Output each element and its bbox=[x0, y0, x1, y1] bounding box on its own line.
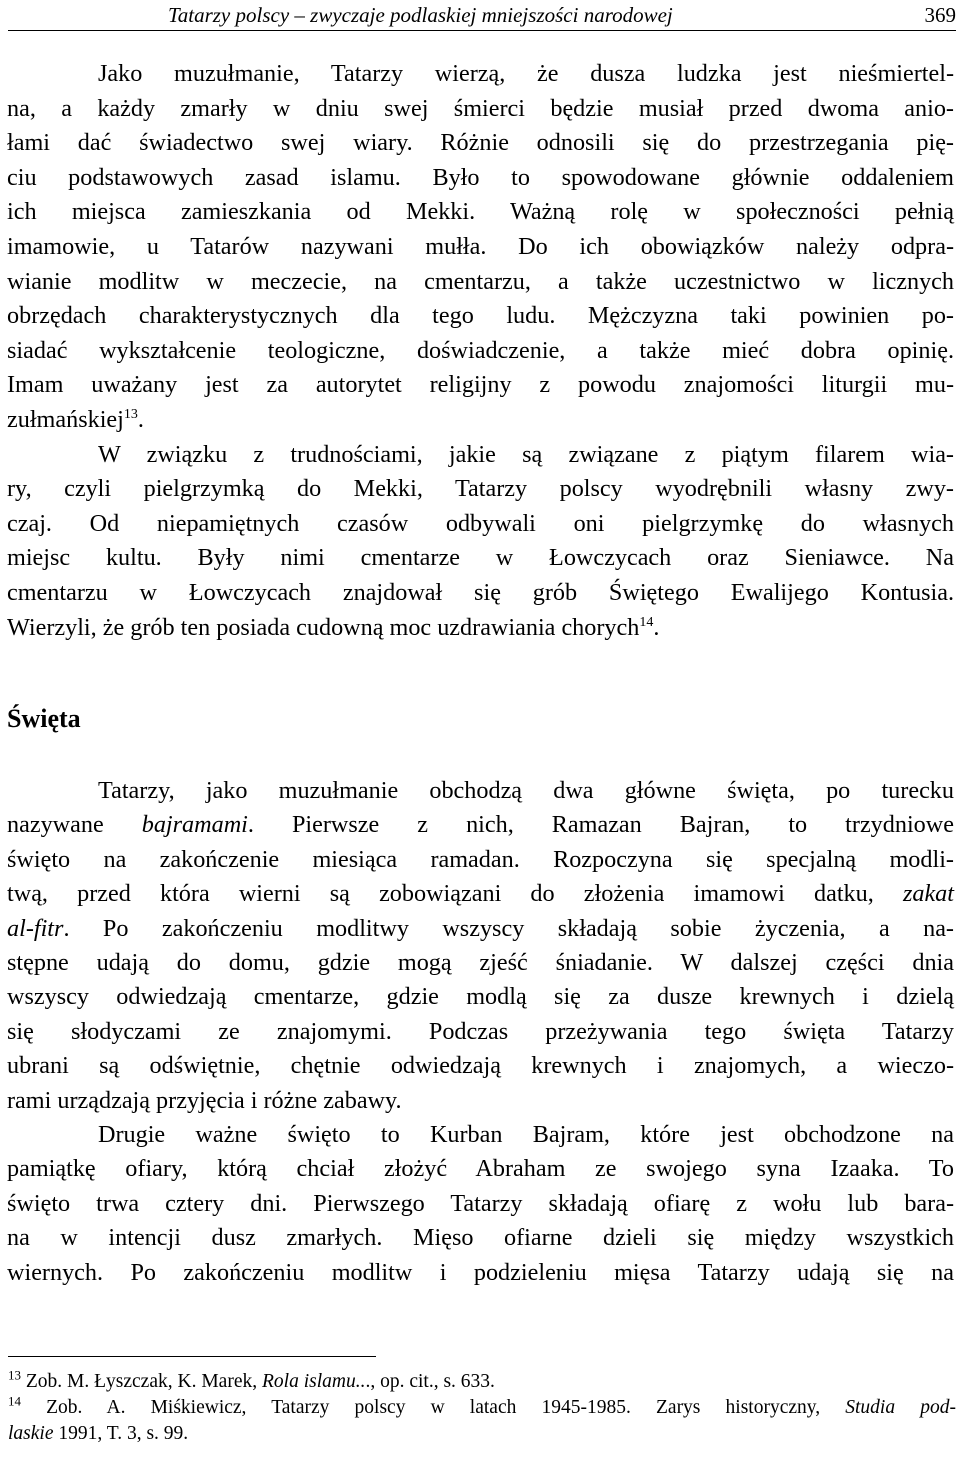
body-text bbox=[7, 57, 954, 645]
line-text: Wierzyli, że grób ten posiada cudowną moc uzdrawiania chorych bbox=[7, 613, 640, 641]
paragraph-line: wianie modlitw w meczecie, na cmentarzu, a także uczestnictwo w licznych bbox=[7, 267, 954, 295]
paragraph-line: święto na zakończenie miesiąca ramadan. Rozpoczyna się specjalną modli- bbox=[7, 845, 954, 873]
footnote-number: 13 bbox=[8, 1367, 21, 1383]
paragraph-line: na, a każdy zmarły w dniu swej śmierci będzie musiał przed dwoma anio- bbox=[7, 94, 954, 122]
italic-term: zakat bbox=[902, 880, 954, 908]
paragraph-line bbox=[7, 403, 954, 438]
paragraph-line bbox=[7, 912, 954, 946]
section-body-text bbox=[7, 774, 954, 1290]
paragraph-line: rami urządzają przyjęcia i różne zabawy. bbox=[7, 1086, 402, 1114]
paragraph-line bbox=[7, 611, 954, 646]
footnote-separator bbox=[8, 1356, 376, 1357]
running-title: Tatarzy polscy – zwyczaje podlaskiej mniejszości narodowej bbox=[168, 3, 673, 27]
running-header bbox=[8, 2, 956, 31]
footnote-text: Zob. M. Łyszczak, K. Marek, bbox=[21, 1371, 262, 1392]
footnote-title: laskie bbox=[8, 1423, 54, 1444]
line-text: . Pierwsze z nich, Ramazan Bajran, to trzydniowe bbox=[247, 811, 954, 839]
italic-term: bajramami bbox=[141, 811, 248, 839]
footnote-ref-14[interactable]: 14 bbox=[639, 614, 654, 630]
footnote-ref-13[interactable]: 13 bbox=[123, 406, 138, 422]
paragraph-line: siadać wykształcenie teologiczne, doświadczenie, a także mieć dobra opinię. bbox=[7, 336, 954, 364]
line-text: zułmańskiej bbox=[7, 405, 124, 433]
paragraph-line: wszyscy odwiedzają cmentarze, gdzie modlą się za dusze krewnych i dzielą bbox=[7, 983, 954, 1011]
footnote-text: ., op. cit., s. 633. bbox=[365, 1371, 495, 1392]
page-number: 369 bbox=[924, 3, 956, 27]
paragraph-line: Drugie ważne święto to Kurban Bajram, które jest obchodzone na bbox=[98, 1121, 954, 1149]
paragraph-line: imamowie, u Tatarów nazywani mułła. Do ich obowiązków należy odpra- bbox=[7, 232, 954, 260]
paragraph-line: ubrani są odświętnie, chętnie odwiedzają krewnych i znajomych, a wieczo- bbox=[7, 1052, 954, 1080]
footnote-text: 1991, T. 3, s. 99. bbox=[53, 1423, 189, 1444]
footnote-number: 14 bbox=[8, 1393, 21, 1409]
paragraph-line: obrzędach charakterystycznych dla tego ludu. Mężczyzna taki powinien po- bbox=[7, 302, 954, 330]
footnote-title: Rola islamu.. bbox=[261, 1371, 366, 1392]
line-text: twą, przed która wierni są zobowiązani do złożenia imamowi datku, bbox=[7, 880, 903, 908]
paragraph-line: W związku z trudnościami, jakie są związane z piątym filarem wia- bbox=[98, 440, 954, 468]
line-end: . bbox=[137, 405, 144, 433]
footnote-title: Studia pod- bbox=[845, 1397, 956, 1418]
paragraph-line: ich miejsca zamieszkania od Mekki. Ważną rolę w społeczności pełnią bbox=[7, 198, 954, 226]
line-text: . Po zakończeniu modlitwy wszyscy składają sobie życzenia, a na- bbox=[63, 914, 954, 942]
paragraph-line: Jako muzułmanie, Tatarzy wierzą, że dusza ludzka jest nieśmiertel- bbox=[98, 60, 954, 87]
paragraph-line: Tatarzy, jako muzułmanie obchodzą dwa główne święta, po turecku bbox=[98, 777, 954, 804]
footnotes bbox=[8, 1369, 956, 1447]
paragraph-line: stępne udają do domu, gdzie mogą zjeść śniadanie. W dalszej części dnia bbox=[7, 949, 954, 977]
paragraph-line bbox=[7, 808, 954, 842]
footnote-13 bbox=[8, 1369, 956, 1395]
paragraph-line bbox=[7, 877, 954, 911]
paragraph-line: pamiątkę ofiary, którą chciał złożyć Abraham ze swojego syna Izaaka. To bbox=[7, 1155, 954, 1183]
footnote-14 bbox=[8, 1395, 956, 1421]
italic-term: al-fitr bbox=[7, 914, 64, 942]
paragraph-line: się słodyczami ze znajomymi. Podczas przeżywania tego święta Tatarzy bbox=[7, 1017, 954, 1045]
paragraph-line: cmentarzu w Łowczycach znajdował się grób Świętego Ewalijego Kontusia. bbox=[7, 578, 954, 606]
paragraph-line: miejsc kultu. Były nimi cmentarze w Łowczycach oraz Sieniawce. Na bbox=[7, 544, 954, 572]
footnote-14-cont bbox=[8, 1421, 956, 1447]
section-heading: Święta bbox=[7, 704, 81, 733]
footnote-text: Zob. A. Miśkiewicz, Tatarzy polscy w latach 1945-1985. Zarys historyczny, bbox=[21, 1397, 846, 1418]
paragraph-line: łami dać świadectwo swej wiary. Różnie odnosili się do przestrzegania pię- bbox=[7, 129, 954, 157]
paragraph-line: święto trwa cztery dni. Pierwszego Tatarzy składają ofiarę z wołu lub bara- bbox=[7, 1189, 954, 1217]
paragraph-line: ry, czyli pielgrzymką do Mekki, Tatarzy polscy wyodrębnili własny zwy- bbox=[7, 475, 954, 503]
paragraph-line: czaj. Od niepamiętnych czasów odbywali oni pielgrzymkę do własnych bbox=[7, 509, 954, 537]
line-text: nazywane bbox=[7, 811, 142, 839]
paragraph-line: ciu podstawowych zasad islamu. Było to spowodowane głównie oddaleniem bbox=[7, 163, 954, 191]
paragraph-line: wiernych. Po zakończeniu modlitw i podzieleniu mięsa Tatarzy udają się na bbox=[7, 1258, 954, 1286]
paragraph-line: na w intencji dusz zmarłych. Mięso ofiarne dzieli się między wszystkich bbox=[7, 1224, 954, 1252]
paragraph-line: Imam uważany jest za autorytet religijny z powodu znajomości liturgii mu- bbox=[7, 371, 954, 399]
line-end: . bbox=[653, 613, 660, 641]
